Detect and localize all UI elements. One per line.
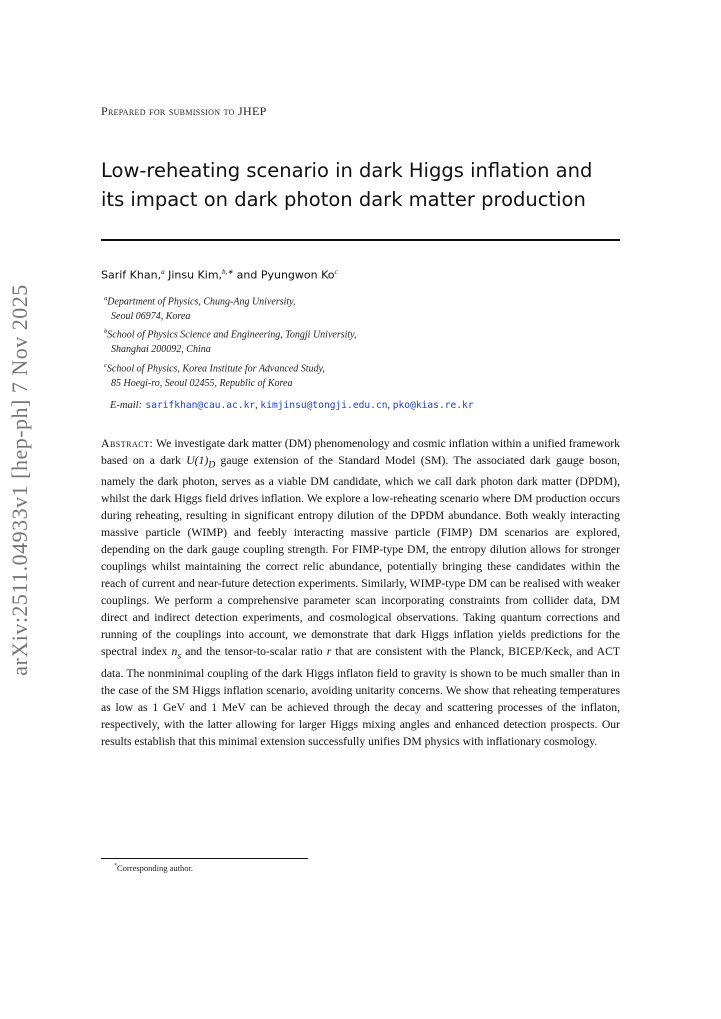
affiliation-mark: b xyxy=(104,328,108,335)
abstract-text: gauge extension of the Standard Model (SM). The associated dark gauge boson, namely the dark photon, serves as a viable DM candidate, which we call dark photon dark matter (DPDM), whilst the dark Higgs field drives inflation. We explore a low-reheating scenario where DM production occurs during reheating, resulting in significant entropy dilution of the DPDM abundance. Both weakly interacting massive particle (WIMP) and feebly interacting massive particle (FIMP) DM scenarios are explored, depending on the dark gauge coupling strength. For FIMP-type DM, the entropy dilution allows for stronger couplings whilst maintaining the correct relic abundance, potentially bringing these candidates within the reach of current and near-future detection experiments. Similarly, WIMP-type DM can be realised with weaker couplings. We perform a comprehensive parameter scan incorporating constraints from collider data, DM direct and indirect detection experiments, and cosmological observations. Taking quantum corrections and running of the couplings into account, we demonstrate that dark Higgs inflation yields predictions for the spectral index xyxy=(101,454,620,659)
title-line-2: its impact on dark photon dark matter production xyxy=(101,188,586,211)
author-name: Jinsu Kim, xyxy=(164,268,223,282)
footnote-text: Corresponding author. xyxy=(117,863,194,873)
affiliation-mark: a xyxy=(104,295,108,302)
author-name: and Pyungwon Ko xyxy=(233,268,335,282)
title-rule xyxy=(101,239,620,241)
email-label: E-mail: xyxy=(110,400,143,411)
math-ns: n xyxy=(171,645,178,659)
email-link[interactable]: pko@kias.re.kr xyxy=(392,400,474,411)
affiliation-line: Shanghai 200092, China xyxy=(111,344,211,356)
affiliation-line: School of Physics Science and Engineering, Tongji University, xyxy=(107,329,357,341)
footnote-mark: * xyxy=(114,863,117,870)
affiliation-line: 85 Hoegi-ro, Seoul 02455, Republic of Korea xyxy=(111,378,293,390)
math-u1: U(1) xyxy=(186,454,209,467)
footnote-rule xyxy=(101,858,308,859)
affiliation-a xyxy=(104,291,296,324)
submission-note-text: Prepared for submission to JHEP xyxy=(101,104,267,118)
title-line-1: Low-reheating scenario in dark Higgs inflation and xyxy=(101,159,593,182)
email-separator: , xyxy=(255,400,261,411)
author-mark: b,∗ xyxy=(222,268,234,276)
math-subscript: s xyxy=(177,650,182,662)
footnote xyxy=(114,863,193,873)
author-list xyxy=(101,268,338,282)
math-r: r xyxy=(326,645,332,659)
paper-title xyxy=(101,156,641,214)
affiliation-b xyxy=(104,324,357,357)
affiliation-mark: c xyxy=(104,362,107,369)
abstract xyxy=(101,435,620,750)
email-link[interactable]: kimjinsu@tongji.edu.cn xyxy=(260,400,388,411)
affiliation-c xyxy=(104,358,325,391)
submission-note xyxy=(101,104,267,119)
abstract-heading: Abstract: xyxy=(101,437,154,450)
arxiv-stamp-text: arXiv:2511.04933v1 [hep-ph] 7 Nov 2025 xyxy=(7,284,32,676)
email-row xyxy=(110,399,474,411)
author-mark: a xyxy=(161,268,165,276)
author-name: Sarif Khan, xyxy=(101,268,162,282)
affiliation-line: School of Physics, Korea Institute for Advanced Study, xyxy=(106,363,325,375)
abstract-text: and the tensor-to-scalar ratio xyxy=(185,645,323,659)
abstract-text: that are consistent with the Planck, BICEP/Keck, and ACT data. The nonminimal coupling of the dark Higgs inflaton field to gravity is shown to be much smaller than in the case of the SM Higgs inflation scenario, avoiding unitarity concerns. We show that reheating temperatures as low as 1 GeV and 1 MeV can be achieved through the decay and scattering processes of the inflaton, respectively, with the latter allowing for larger Higgs mixing angles and enhanced detection prospects. Our results establish that this minimal extension successfully unifies DM physics with inflationary cosmology. xyxy=(101,645,621,748)
email-link[interactable]: sarifkhan@cau.ac.kr xyxy=(145,400,256,411)
abstract-text: We investigate dark matter (DM) phenomenology and cosmic inflation within a unified framework based on a dark xyxy=(101,437,621,467)
author-mark: c xyxy=(334,268,338,276)
affiliation-line: Seoul 06974, Korea xyxy=(111,311,191,323)
math-subscript: D xyxy=(208,459,216,471)
email-separator: , xyxy=(387,400,393,411)
affiliation-line: Department of Physics, Chung-Ang University, xyxy=(107,296,296,308)
